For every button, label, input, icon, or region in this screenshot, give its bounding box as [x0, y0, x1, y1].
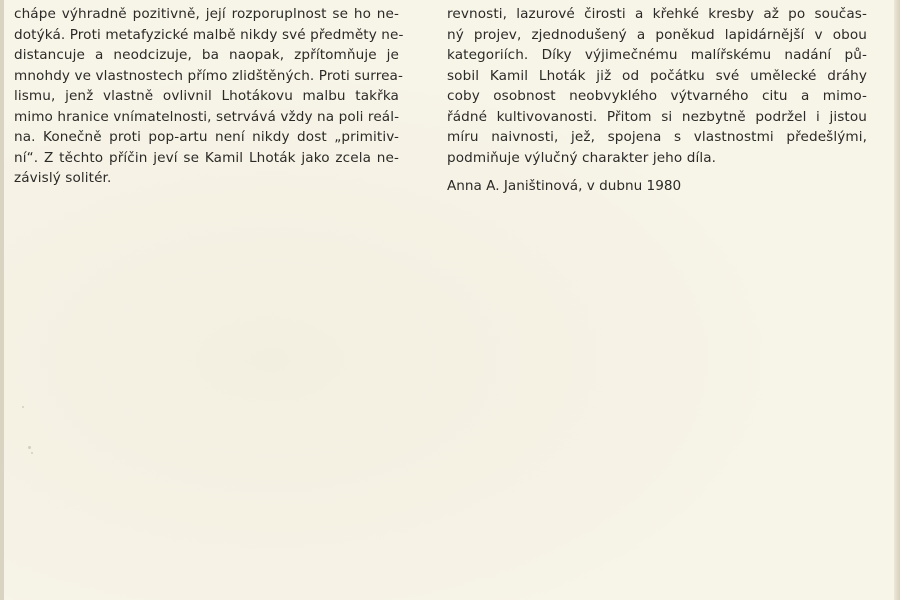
left-line-2: dotýká. Proti metafyzické malbě nikdy své předměty ne-	[14, 26, 404, 43]
right-line-5: coby osobnost neobvyklého výtvarného citu a mimo-	[447, 88, 867, 104]
right-line-7: míru naivnosti, jež, spojena s vlastnostmi předešlými,	[447, 129, 867, 145]
left-line-4: mnohdy ve vlastnostech přímo zlidštěných. Proti surrea-	[14, 67, 403, 84]
right-line-3: kategoriích. Díky výjimečnému malířskému nadání pů-	[447, 47, 867, 63]
left-line-3: distancuje a neodcizuje, ba naopak, zpřítomňuje je	[14, 47, 399, 63]
paper-speck	[31, 452, 33, 454]
left-line-7: na. Konečně proti pop-artu není nikdy dost „primitiv-	[14, 129, 399, 145]
paper-speck	[22, 406, 24, 408]
right-line-8: podmiňuje výlučný charakter jeho díla.	[447, 149, 717, 166]
paper-speck	[28, 446, 31, 449]
left-line-6: mimo hranice vnímatelnosti, setrvává vždy na poli reál-	[14, 108, 400, 125]
right-text-column	[447, 0, 867, 168]
right-line-1: revnosti, lazurové čirosti a křehké kresby až po součas-	[447, 6, 867, 22]
left-line-1: chápe výhradně pozitivně, její rozporuplnost se ho ne-	[14, 6, 399, 22]
author-signature-line: Anna A. Janištinová, v dubnu 1980	[447, 178, 682, 194]
left-line-5: lismu, jenž vlastně ovlivnil Lhotákovu malbu takřka	[14, 88, 399, 104]
left-line-8: ní“. Z těchto příčin jeví se Kamil Lhoták jako zcela ne-	[14, 149, 399, 166]
right-line-2: ný projev, zjednodušený a poněkud lapidárnější v obou	[447, 26, 867, 43]
right-line-6: řádné kultivovanosti. Přitom si nezbytně podržel i jistou	[447, 108, 867, 125]
left-line-9: závislý solitér.	[14, 170, 112, 186]
right-line-4: sobil Kamil Lhoták již od počátku své umělecké dráhy	[447, 67, 867, 84]
page-edge-left	[0, 0, 4, 600]
left-text-column	[14, 0, 404, 189]
page-edge-right	[894, 0, 900, 600]
